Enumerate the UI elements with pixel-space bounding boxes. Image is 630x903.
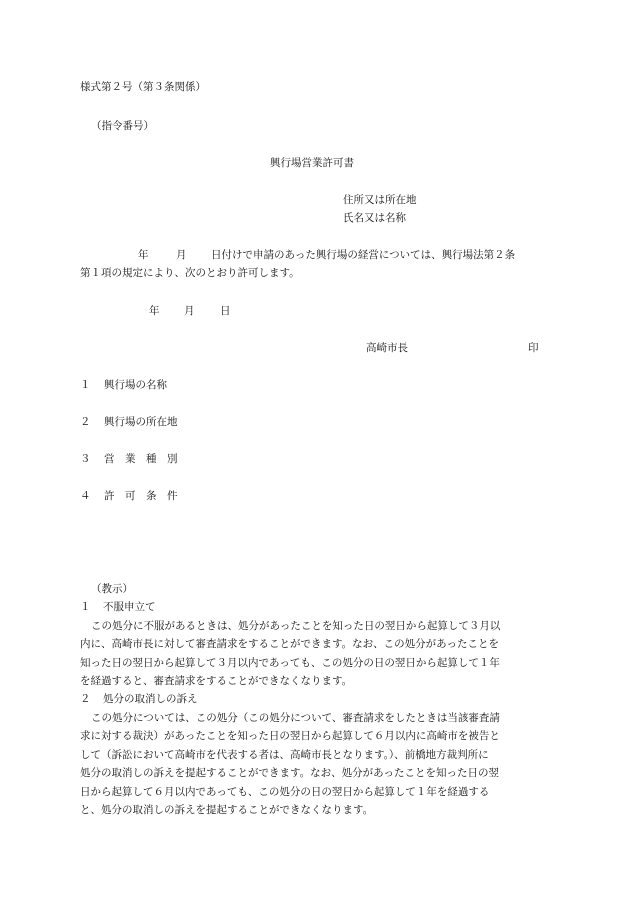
form-label: 様式第２号（第３条関係） xyxy=(80,81,206,93)
notice-revocation-line: と、処分の取消しの訴えを提起することができなくなります。 xyxy=(80,803,374,816)
notice-revocation-text xyxy=(80,709,556,819)
permit-statement-line2: 第１項の規定により、次のとおり許可します。 xyxy=(80,267,300,279)
item-number: ４ xyxy=(80,490,91,502)
item-number: １ xyxy=(80,379,91,391)
document-title: 興行場営業許可書 xyxy=(270,157,354,169)
item-label-permit-conditions: 許 可 条 件 xyxy=(104,490,178,502)
permit-statement-line1: 日付けで申請のあった興行場の経営については、興行場法第２条 xyxy=(211,249,516,261)
issue-day-label: 日 xyxy=(220,305,231,317)
notice-revocation-line: この処分については、この処分（この処分について、審査請求をしたときは当該審査請 xyxy=(91,712,500,724)
issue-month-label: 月 xyxy=(184,305,195,317)
notice-revocation-line: して（訴訟において高崎市を代表する者は、高崎市長となります。）、前橋地方裁判所に xyxy=(80,748,489,761)
notice-section-title-revocation-suit: 処分の取消しの訴え xyxy=(103,693,198,705)
notice-section-title-appeal: 不服申立て xyxy=(103,601,156,613)
name-label: 氏名又は名称 xyxy=(343,212,406,224)
item-label-facility-name: 興行場の名称 xyxy=(104,379,167,391)
notice-revocation-line: 処分の取消しの訴えを提起することができます。なお、処分があったことを知った日の翌 xyxy=(80,767,500,780)
notice-section-number: ２ xyxy=(80,693,91,705)
item-label-facility-location: 興行場の所在地 xyxy=(104,416,178,428)
issue-year-label: 年 xyxy=(149,305,160,317)
notice-appeal-line: を経過すると、審査請求をすることができなくなります。 xyxy=(80,675,353,688)
notice-appeal-line: 内に、高崎市長に対して審査請求をすることができます。なお、この処分があったことを xyxy=(80,638,500,651)
directive-number: （指令番号） xyxy=(91,120,154,132)
notice-appeal-line: この処分に不服があるときは、処分があったことを知った日の翌日から起算して３月以 xyxy=(91,620,501,632)
mayor-title: 高崎市長 xyxy=(366,342,408,354)
application-month-label: 月 xyxy=(176,249,187,261)
notice-revocation-line: 求に対する裁決）があったことを知った日の翌日から起算して６月以内に高崎市を被告と xyxy=(80,730,500,743)
notice-revocation-line: 日から起算して６月以内であっても、この処分の日の翌日から起算して１年を経過する xyxy=(80,785,490,798)
item-label-business-type: 営 業 種 別 xyxy=(104,453,178,465)
notice-appeal-text xyxy=(80,617,556,691)
seal-mark: 印 xyxy=(528,342,539,354)
notice-section-number: １ xyxy=(80,601,91,613)
address-label: 住所又は所在地 xyxy=(343,194,417,206)
item-number: ３ xyxy=(80,453,91,465)
item-number: ２ xyxy=(80,416,91,428)
notice-heading: （教示） xyxy=(91,583,133,595)
application-year-label: 年 xyxy=(138,249,149,261)
notice-appeal-line: 知った日の翌日から起算して３月以内であっても、この処分の日の翌日から起算して１年 xyxy=(80,656,500,669)
